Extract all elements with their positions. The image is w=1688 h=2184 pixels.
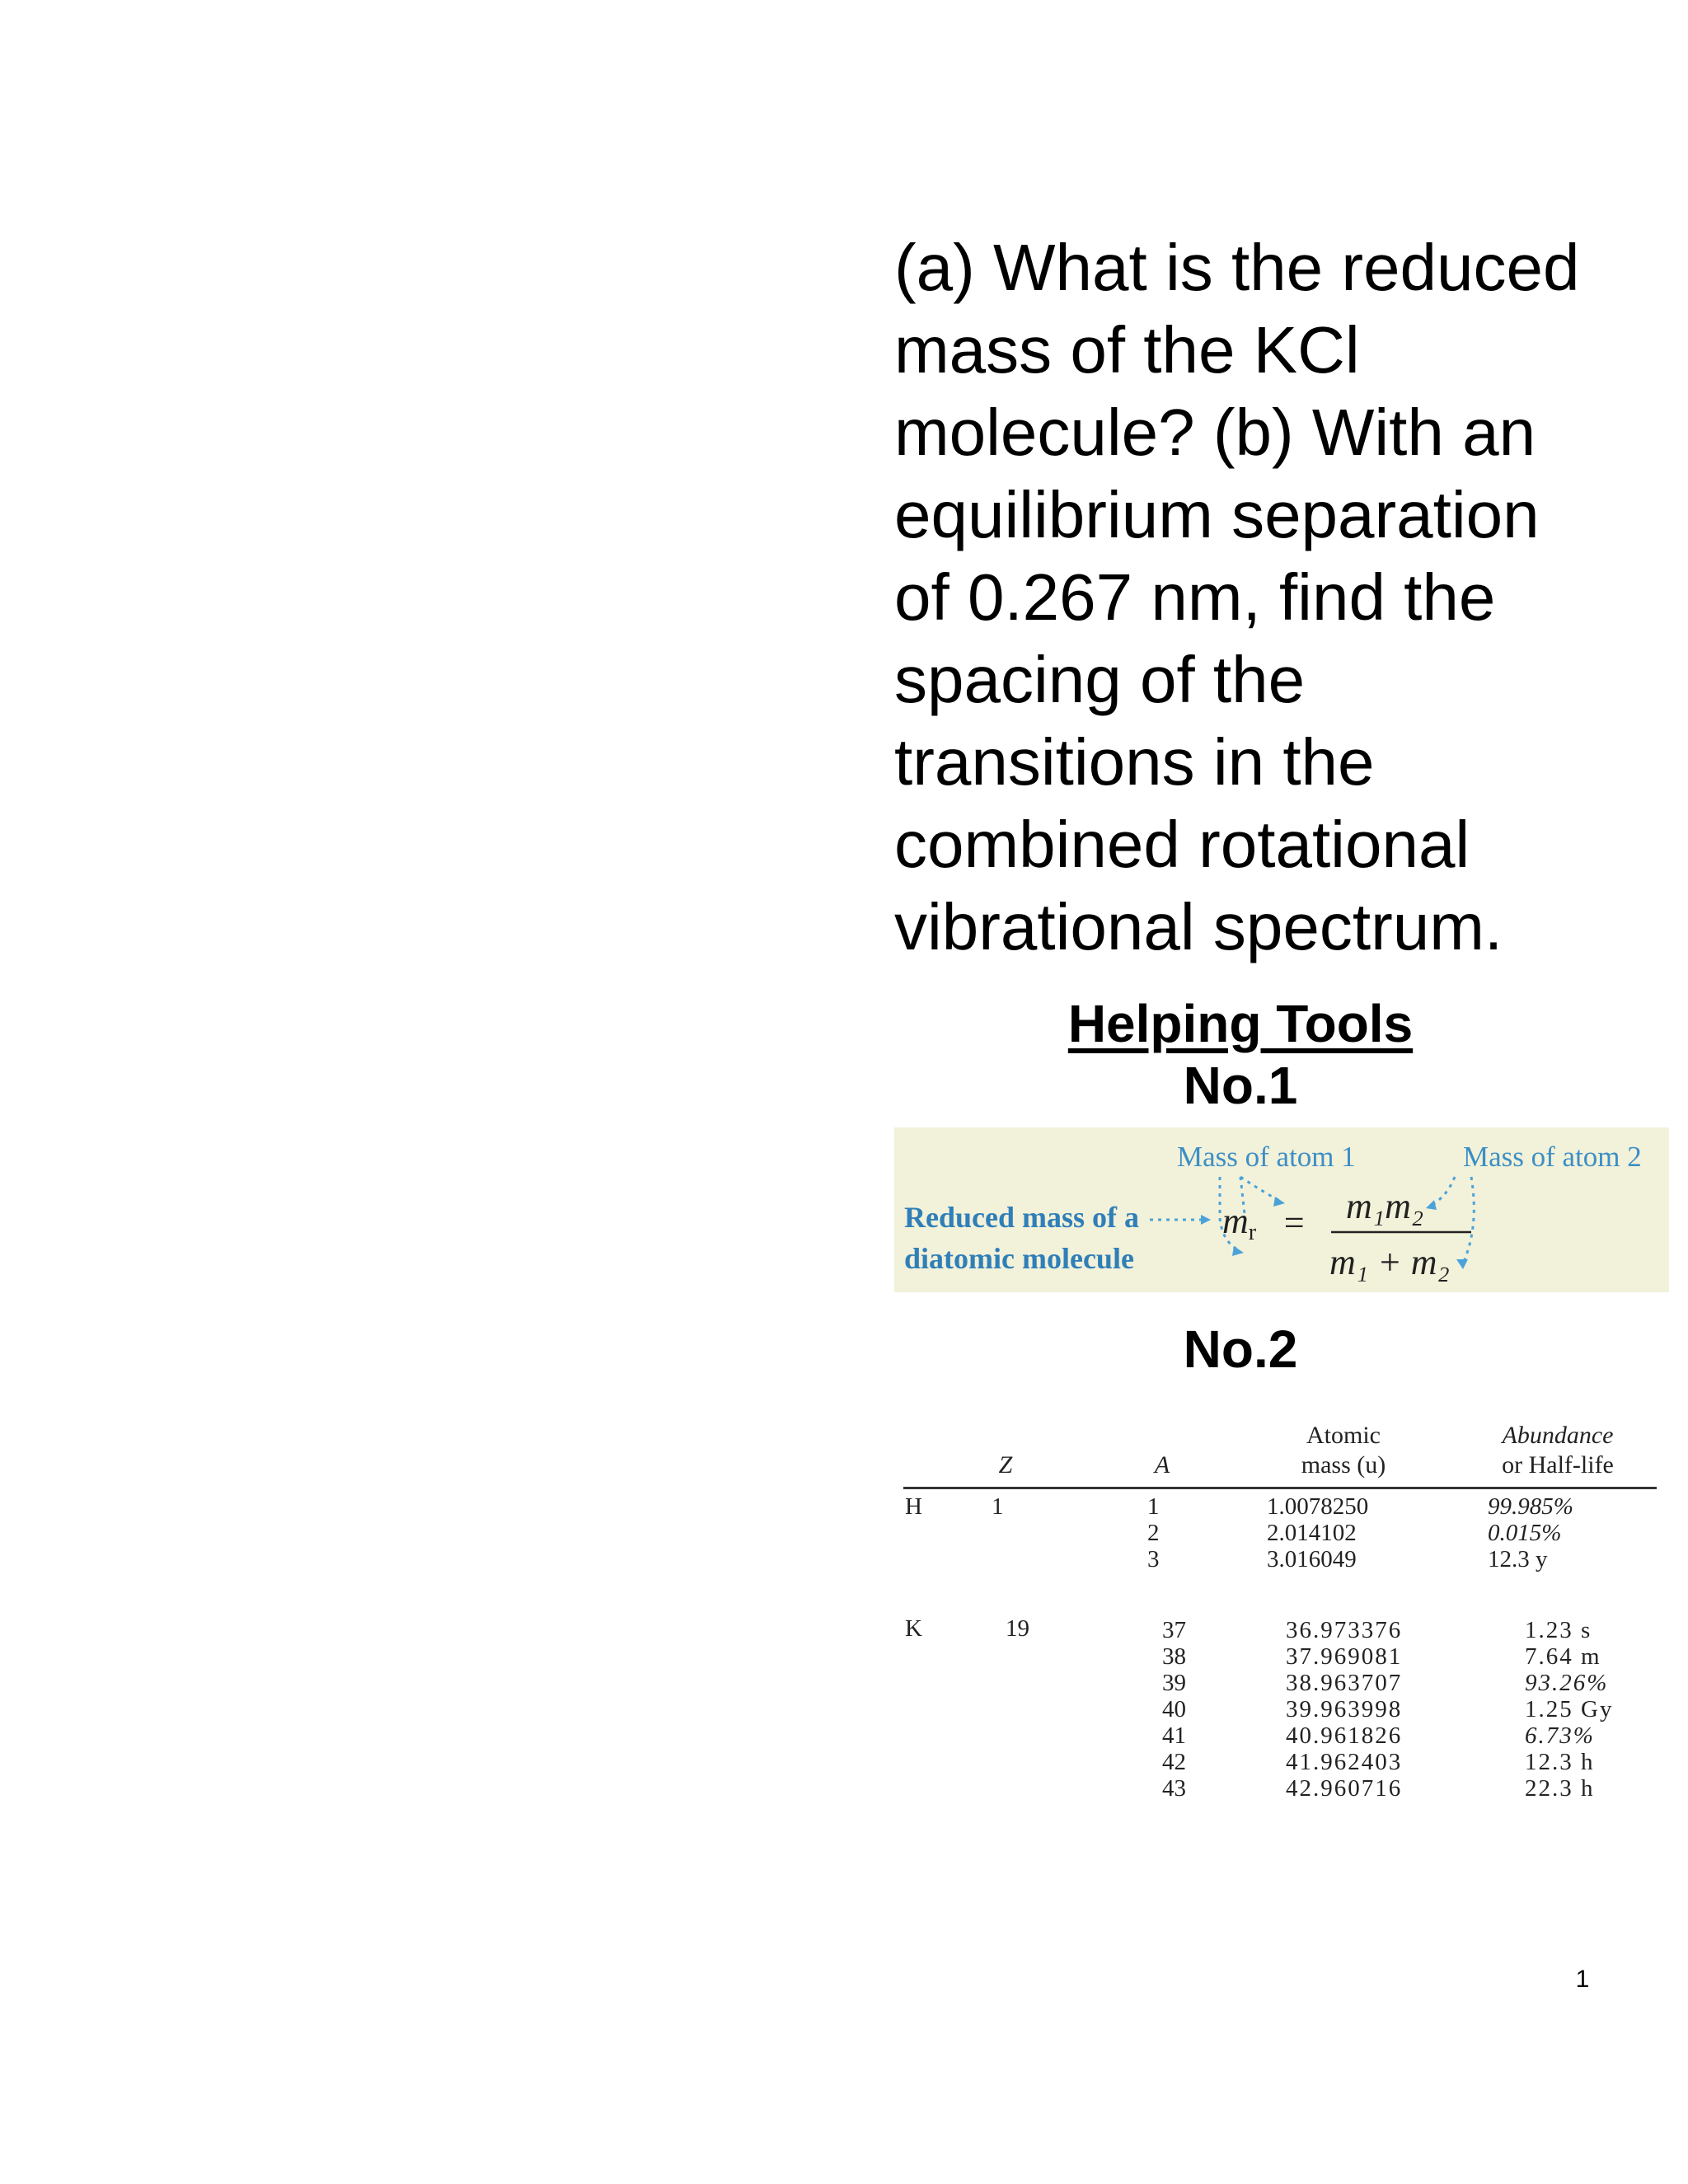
atomic-mass: 3.016049 — [1267, 1546, 1357, 1572]
helping-tools-heading: Helping Tools — [1067, 994, 1414, 1053]
half-life: 1.23 s — [1525, 1617, 1592, 1643]
atomic-mass: 1.0078250 — [1267, 1493, 1369, 1520]
arrow-atom2-to-denominator — [1463, 1177, 1474, 1263]
equals-sign: = — [1282, 1202, 1306, 1243]
arrowhead — [1232, 1246, 1244, 1256]
atomic-mass: 2.014102 — [1267, 1520, 1357, 1546]
page-number: 1 — [1575, 1966, 1590, 1993]
mass-number: 41 — [1162, 1722, 1186, 1749]
question-line: of 0.267 nm, find the — [894, 560, 1496, 634]
reduced-mass-symbol: mr — [1222, 1201, 1257, 1245]
abundance: 93.26% — [1525, 1670, 1609, 1696]
tool-number-1-heading: No.1 — [1183, 1056, 1298, 1115]
arrowhead — [1426, 1200, 1437, 1210]
header-rule — [903, 1487, 1657, 1489]
atomic-mass: 41.962403 — [1286, 1749, 1403, 1775]
reduced-mass-description-line1: Reduced mass of a — [904, 1201, 1139, 1234]
mass-atom-2-label: Mass of atom 2 — [1463, 1141, 1642, 1173]
arrowhead — [1201, 1215, 1211, 1225]
element-symbol: K — [905, 1615, 922, 1642]
atomic-mass: 36.973376 — [1286, 1617, 1403, 1643]
question-line: transitions in the — [894, 725, 1375, 799]
abundance: 99.985% — [1488, 1493, 1573, 1520]
mass-number: 2 — [1147, 1520, 1160, 1546]
header-z: Z — [998, 1451, 1013, 1479]
header-abundance-line2: or Half-life — [1502, 1451, 1614, 1479]
mass-number: 43 — [1162, 1775, 1186, 1802]
header-mass-line1: Atomic — [1306, 1422, 1381, 1449]
reduced-mass-formula-figure — [894, 1127, 1669, 1292]
element-symbol: H — [905, 1493, 922, 1520]
question-line: equilibrium separation — [894, 478, 1540, 551]
atomic-mass: 42.960716 — [1286, 1775, 1403, 1802]
mass-atom-1-label: Mass of atom 1 — [1177, 1141, 1356, 1173]
formula-denominator: m₁ + m₂ — [1329, 1242, 1450, 1282]
formula-numerator: m₁m₂ — [1346, 1186, 1424, 1226]
question-line: vibrational spectrum. — [894, 890, 1503, 963]
half-life: 12.3 y — [1488, 1546, 1548, 1572]
reduced-mass-description-line2: diatomic molecule — [904, 1242, 1134, 1275]
half-life: 22.3 h — [1525, 1775, 1595, 1802]
header-a: A — [1154, 1451, 1170, 1479]
mass-number: 40 — [1162, 1696, 1186, 1722]
question-line: spacing of the — [894, 643, 1306, 716]
atomic-number: 1 — [992, 1493, 1004, 1520]
question-text — [894, 227, 1661, 968]
atomic-number: 19 — [1006, 1615, 1029, 1642]
mass-number: 39 — [1162, 1670, 1186, 1696]
mass-number: 37 — [1162, 1617, 1186, 1643]
abundance: 6.73% — [1525, 1722, 1595, 1749]
half-life: 1.25 Gy — [1525, 1696, 1614, 1722]
header-abundance-line1: Abundance — [1502, 1422, 1614, 1449]
arrowhead — [1456, 1259, 1468, 1269]
half-life: 12.3 h — [1525, 1749, 1595, 1775]
abundance: 0.015% — [1488, 1520, 1562, 1546]
mass-number: 3 — [1147, 1546, 1160, 1572]
tool-number-2-heading: No.2 — [1183, 1319, 1298, 1379]
half-life: 7.64 m — [1525, 1643, 1601, 1670]
question-line: mass of the KCl — [894, 313, 1360, 387]
mass-number: 42 — [1162, 1749, 1186, 1775]
atomic-mass: 38.963707 — [1286, 1670, 1403, 1696]
atomic-mass: 37.969081 — [1286, 1643, 1403, 1670]
question-line: combined rotational — [894, 808, 1470, 881]
mass-number: 1 — [1147, 1493, 1160, 1520]
mass-number: 38 — [1162, 1643, 1186, 1670]
atomic-mass: 39.963998 — [1286, 1696, 1403, 1722]
atomic-mass: 40.961826 — [1286, 1722, 1403, 1749]
isotope-table — [898, 1416, 1657, 1820]
question-line: molecule? (b) With an — [894, 396, 1536, 469]
header-mass-line2: mass (u) — [1301, 1451, 1386, 1479]
question-line: (a) What is the reduced — [894, 231, 1580, 304]
